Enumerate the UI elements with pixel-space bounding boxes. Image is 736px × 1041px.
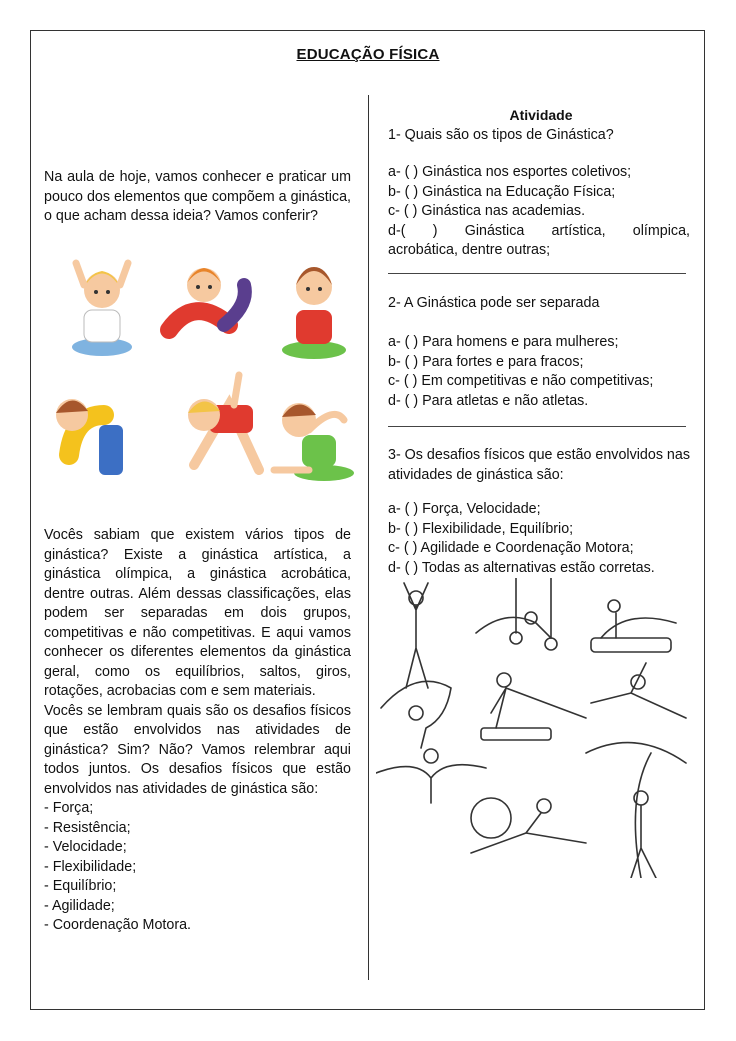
- challenges-list: [44, 799, 351, 936]
- kid-butterfly-sit-figure: [282, 267, 346, 359]
- list-item: - Flexibilidade;: [44, 858, 137, 875]
- gymnast-leap-figure: [591, 663, 686, 718]
- list-item: - Velocidade;: [44, 839, 127, 855]
- option-d: d- ( ) Para atletas e não atletas.: [388, 392, 589, 409]
- kid-kneeling-backbend-figure: [56, 399, 123, 475]
- list-item: - Resistência;: [44, 819, 131, 836]
- page-title: EDUCAÇÃO FÍSICA: [296, 46, 440, 63]
- option-b: b- ( ) Para fortes e para fracos;: [388, 353, 584, 370]
- list-item: - Agilidade;: [44, 897, 115, 914]
- list-item: - Coordenação Motora.: [44, 917, 192, 933]
- question-3-text: 3- Os desafios físicos que estão envolvidos nas atividades de ginástica são:: [388, 447, 690, 483]
- answer-line: [388, 426, 686, 427]
- question-1: [388, 126, 690, 146]
- gymnast-arms-up-figure: [404, 583, 428, 688]
- paragraph-types: Vocês sabiam que existem vários tipos de ginástica? Existe a ginástica artística, a ginástica olímpica, a ginástica acrobática, dentre outras. Além dessas classificações, elas podem ser separadas em dois grupos, competitivas e não competitivas. E aqui vamos conhecer os diferentes elementos da ginástica geral, como os equilíbrios, saltos, giros, rotações, acrobacias com e sem materiais.: [44, 527, 351, 699]
- option-a: a- ( ) Para homens e para mulheres;: [388, 334, 619, 350]
- question-2: [388, 294, 690, 314]
- gymnast-rings-figure: [476, 578, 557, 650]
- option-a: a- ( ) Ginástica nos esportes coletivos;: [388, 164, 632, 180]
- body-text: [44, 526, 351, 936]
- question-3-options: [388, 500, 690, 578]
- activity-title: Atividade: [509, 107, 573, 123]
- answer-line: [388, 273, 686, 274]
- kid-triangle-pose-figure: [188, 375, 259, 470]
- list-item: - Força;: [44, 800, 94, 816]
- question-2-options: [388, 333, 690, 411]
- gymnast-hoop-figure: [471, 798, 586, 853]
- option-c: c- ( ) Ginástica nas academias.: [388, 203, 586, 219]
- kid-side-stretch-figure: [274, 403, 354, 481]
- option-d: d-( ) Ginástica artística, olímpica,: [388, 222, 690, 239]
- question-2-text: 2- A Ginástica pode ser separada: [388, 295, 600, 311]
- gymnast-backbend-figure: [381, 681, 451, 748]
- gymnast-ribbon-figure: [586, 743, 686, 878]
- option-d: d- ( ) Todas as alternativas estão corretas.: [388, 559, 655, 576]
- paragraph-challenges: Vocês se lembram quais são os desafios físicos que estão envolvidos nas atividades de ginástica? Sim? Não? Vamos relembrar aqui todos juntos. Os desafios físicos que estão envolvidos nas atividades de ginástica são:: [44, 702, 351, 797]
- gymnast-pommel-horse-figure: [591, 600, 676, 652]
- column-divider: [368, 95, 369, 980]
- option-c: c- ( ) Agilidade e Coordenação Motora;: [388, 540, 634, 556]
- option-b: b- ( ) Flexibilidade, Equilíbrio;: [388, 520, 574, 537]
- kids-stretching-illustration: [44, 255, 354, 490]
- option-a: a- ( ) Força, Velocidade;: [388, 501, 541, 517]
- question-1-text: 1- Quais são os tipos de Ginástica?: [388, 127, 614, 143]
- option-b: b- ( ) Ginástica na Educação Física;: [388, 183, 616, 200]
- gymnastics-illustration: [376, 578, 694, 878]
- gymnast-split-jump-figure: [376, 749, 486, 803]
- intro-text: Na aula de hoje, vamos conhecer e praticar um pouco dos elementos que compõem a ginástica, o que acham dessa ideia? Vamos conferir?: [44, 169, 351, 224]
- question-1-options: [388, 163, 690, 261]
- option-c: c- ( ) Em competitivas e não competitivas;: [388, 373, 654, 389]
- gymnast-balance-beam-figure: [481, 673, 586, 740]
- question-3: [388, 446, 690, 485]
- kid-sitting-arms-up-figure: [72, 263, 132, 356]
- option-d-continued: acrobática, dentre outras;: [388, 242, 551, 258]
- kid-bow-pose-figure: [169, 268, 245, 330]
- list-item: - Equilíbrio;: [44, 878, 117, 894]
